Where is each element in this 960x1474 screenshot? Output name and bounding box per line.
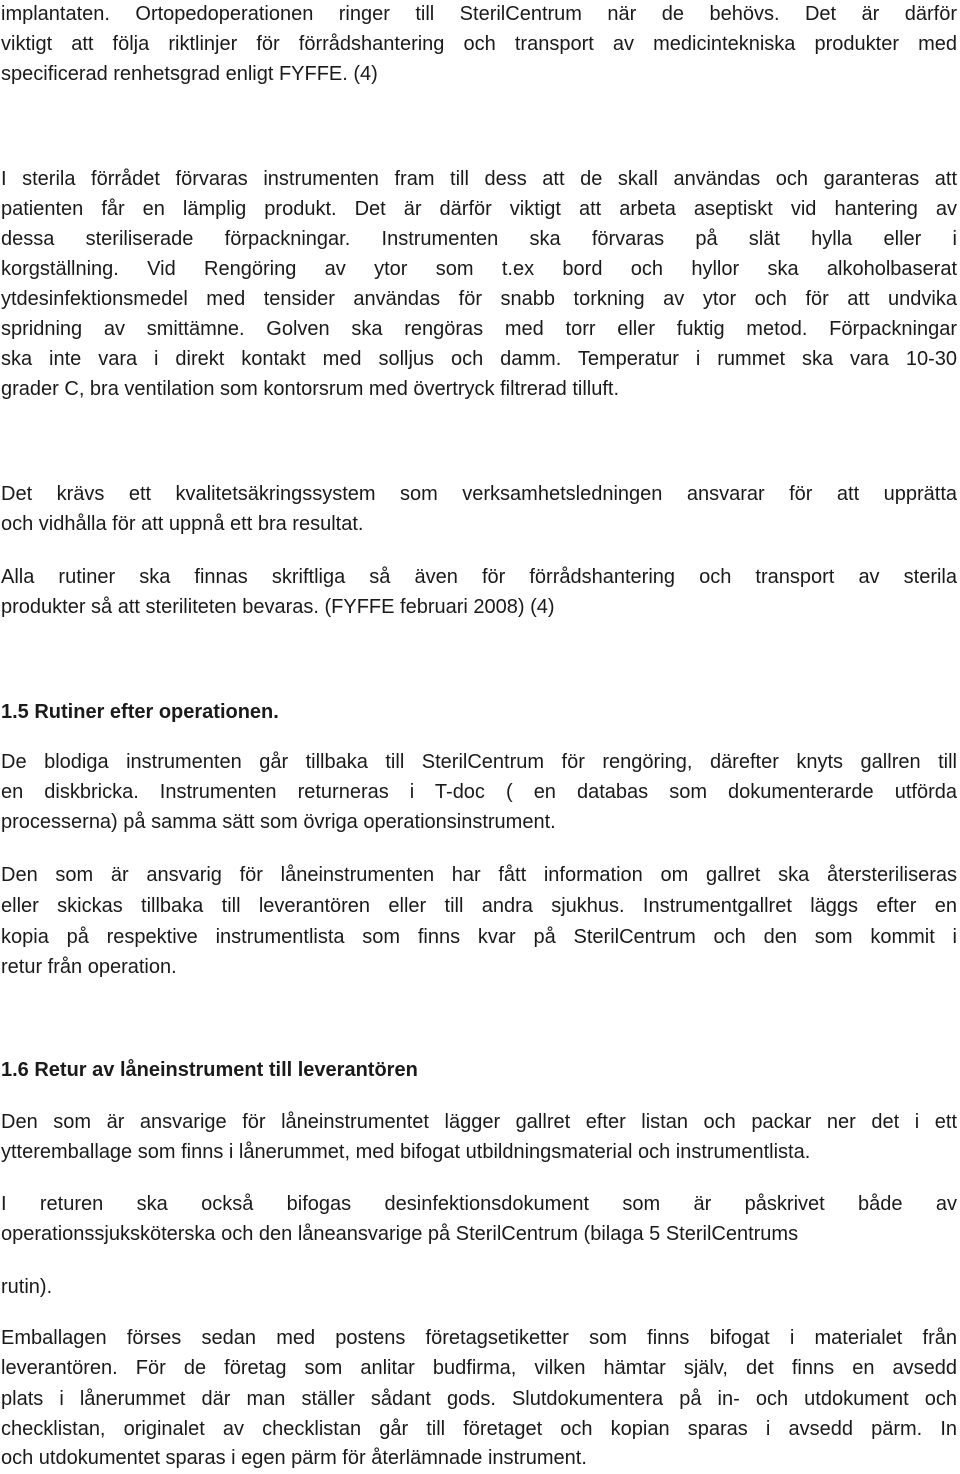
paragraph-line: och vidhålla för att uppnå ett bra resultat. xyxy=(1,513,364,535)
paragraph-line: De blodiga instrumenten går tillbaka till SterilCentrum för rengöring, därefter knyts gallren till xyxy=(1,751,957,773)
paragraph-line: checklistan, originalet av checklistan går till företaget och kopian sparas i avsedd pärm. In xyxy=(1,1418,957,1440)
paragraph-line: patienten får en lämplig produkt. Det är därför viktigt att arbeta aseptiskt vid hantering av xyxy=(1,198,957,220)
paragraph-line: rutin). xyxy=(1,1276,53,1298)
paragraph-line: Emballagen förses sedan med postens företagsetiketter som finns bifogat i materialet från xyxy=(1,1327,957,1349)
section-heading: 1.5 Rutiner efter operationen. xyxy=(1,701,279,723)
paragraph-line: Den som är ansvarige för låneinstrumentet lägger gallret efter listan och packar ner det i ett xyxy=(1,1111,957,1133)
paragraph-line: Den som är ansvarig för låneinstrumenten har fått information om gallret ska återsteriliseras xyxy=(1,864,957,886)
paragraph-line: dessa steriliserade förpackningar. Instrumenten ska förvaras på slät hylla eller i xyxy=(1,228,957,250)
paragraph-line: plats i lånerummet där man ställer sådant gods. Slutdokumentera på in- och utdokument och xyxy=(1,1388,957,1410)
paragraph-line: Alla rutiner ska finnas skriftliga så även för förrådshantering och transport av sterila xyxy=(1,566,957,588)
paragraph-line: operationssjuksköterska och den låneansvarige på SterilCentrum (bilaga 5 SterilCentrums xyxy=(1,1223,799,1245)
paragraph-line: en diskbricka. Instrumenten returneras i T-doc ( en databas som dokumenterarde utförda xyxy=(1,781,957,803)
paragraph-line: ytdesinfektionsmedel med tensider användas för snabb torkning av ytor och för att undvika xyxy=(1,288,957,310)
paragraph-line: grader C, bra ventilation som kontorsrum med övertryck filtrerad tilluft. xyxy=(1,378,619,400)
paragraph-line: korgställning. Vid Rengöring av ytor som t.ex bord och hyllor ska alkoholbaserat xyxy=(1,258,957,280)
paragraph-line: retur från operation. xyxy=(1,956,177,978)
paragraph-line: kopia på respektive instrumentlista som finns kvar på SterilCentrum och den som kommit i xyxy=(1,926,957,948)
paragraph-line: produkter så att steriliteten bevaras. (FYFFE februari 2008) (4) xyxy=(1,596,555,618)
paragraph-line: Det krävs ett kvalitetsäkringssystem som verksamhetsledningen ansvarar för att upprätta xyxy=(1,483,957,505)
paragraph-line: spridning av smittämne. Golven ska rengöras med torr eller fuktig metod. Förpackningar xyxy=(1,318,957,340)
paragraph-line: ytteremballage som finns i lånerummet, med bifogat utbildningsmaterial och instrumentlista. xyxy=(1,1141,811,1163)
paragraph-line: specificerad renhetsgrad enligt FYFFE. (4) xyxy=(1,63,378,85)
paragraph-line: implantaten. Ortopedoperationen ringer till SterilCentrum när de behövs. Det är därför xyxy=(1,3,957,25)
paragraph-line: I sterila förrådet förvaras instrumenten fram till dess att de skall användas och garanteras att xyxy=(1,168,957,190)
paragraph-line: leverantören. För de företag som anlitar budfirma, vilken hämtar själv, det finns en avsedd xyxy=(1,1357,957,1379)
paragraph-line: processerna) på samma sätt som övriga operationsinstrument. xyxy=(1,811,556,833)
paragraph-line: eller skickas tillbaka till leverantören eller till andra sjukhus. Instrumentgallret läggs efter en xyxy=(1,895,957,917)
section-heading: 1.6 Retur av låneinstrument till leverantören xyxy=(1,1059,418,1081)
paragraph-line: viktigt att följa riktlinjer för förrådshantering och transport av medicintekniska produkter med xyxy=(1,33,957,55)
paragraph-line: I returen ska också bifogas desinfektionsdokument som är påskrivet både av xyxy=(1,1193,957,1215)
paragraph-line: ska inte vara i direkt kontakt med solljus och damm. Temperatur i rummet ska vara 10-30 xyxy=(1,348,957,370)
paragraph-line: och utdokumentet sparas i egen pärm för återlämnade instrument. xyxy=(1,1447,587,1469)
